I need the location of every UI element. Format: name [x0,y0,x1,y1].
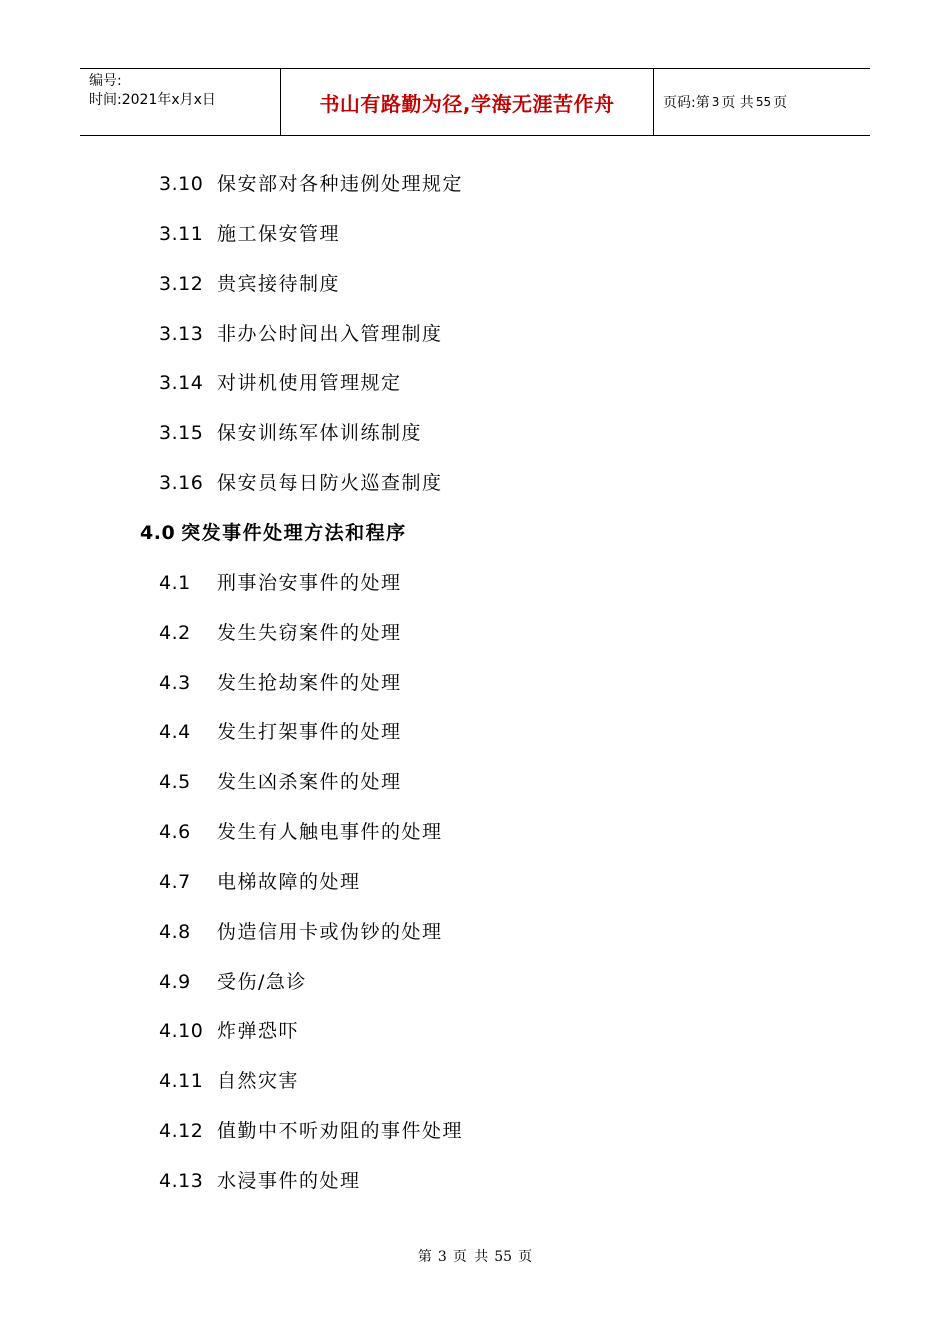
toc-number: 3.12 [159,272,204,295]
toc-number: 3.11 [159,222,204,245]
footer-current: 3 [437,1249,447,1265]
toc-number: 4.10 [159,1020,204,1043]
toc-title: 发生有人触电事件的处理 [217,821,443,844]
toc-title: 发生失窃案件的处理 [217,621,402,644]
page-footer [0,1246,950,1266]
toc-title: 发生打架事件的处理 [217,721,402,744]
toc-item [159,671,402,695]
toc-item [159,471,443,495]
toc-number: 3.14 [159,372,204,395]
toc-item [159,970,307,994]
number-label: 编号: [89,73,122,89]
toc-title: 突发事件处理方法和程序 [181,521,407,544]
page-current: 3 [711,95,720,109]
toc-number: 4.13 [159,1170,204,1192]
toc-number: 3.13 [159,322,204,345]
toc-number: 4.0 [140,521,176,544]
toc-item [159,621,402,645]
page-mid: 页 共 [721,95,754,111]
footer-prefix: 第 [417,1249,432,1265]
toc-item [159,1019,299,1043]
toc-title: 发生抢劫案件的处理 [217,671,402,694]
toc-title: 值勤中不听劝阻的事件处理 [217,1120,464,1143]
toc-title: 自然灾害 [217,1070,300,1093]
footer-mid: 页 共 [452,1249,489,1265]
toc-item [159,172,463,196]
toc-title: 施工保安管理 [217,222,341,245]
toc-number: 3.10 [159,173,204,195]
toc-title: 保安部对各种违例处理规定 [217,173,464,195]
toc-title: 贵宾接待制度 [217,272,341,295]
toc-title: 非办公时间出入管理制度 [217,322,443,345]
toc-item [159,222,340,246]
toc-title: 水浸事件的处理 [217,1170,361,1192]
footer-suffix: 页 [518,1249,533,1265]
toc-title: 发生凶杀案件的处理 [217,771,402,794]
header-motto-cell [281,69,654,135]
toc-number: 4.2 [159,621,191,644]
toc-title: 保安训练军体训练制度 [217,422,423,445]
toc-number: 4.7 [159,870,191,893]
toc-item [159,371,402,395]
page-suffix: 页 [773,95,788,111]
toc-title: 伪造信用卡或伪钞的处理 [217,920,443,943]
toc-number: 3.15 [159,422,204,445]
footer-total: 55 [494,1249,513,1265]
toc-number: 4.1 [159,571,191,594]
toc-title: 电梯故障的处理 [217,870,361,893]
toc-item [159,870,361,894]
motto-text: 书山有路勤为径,学海无涯苦作舟 [319,91,615,116]
toc-item [159,770,402,794]
toc-title: 炸弹恐吓 [217,1020,300,1043]
toc-number: 4.8 [159,920,191,943]
header-meta-cell [80,69,281,135]
toc-item [159,920,443,944]
page-prefix: 页码:第 [663,95,710,111]
page-total: 55 [755,95,772,109]
time-label: 时间:2021年x月x日 [89,92,216,108]
toc-item [159,720,402,744]
header-page-cell [654,69,870,135]
toc-number: 4.9 [159,970,191,993]
toc-number: 3.16 [159,472,204,495]
toc-item [159,421,422,445]
toc-item [159,571,402,595]
toc-section-heading [140,521,407,545]
toc-number: 4.5 [159,771,191,794]
toc-item [159,322,443,346]
toc-title: 受伤/急诊 [217,970,307,993]
toc-item [159,1169,361,1193]
toc-item [159,1069,299,1093]
toc-number: 4.11 [159,1070,204,1093]
toc-number: 4.12 [159,1120,204,1143]
toc-item [159,820,443,844]
toc-title: 保安员每日防火巡查制度 [217,472,443,495]
toc-title: 刑事治安事件的处理 [217,571,402,594]
toc-number: 4.3 [159,671,191,694]
toc-title: 对讲机使用管理规定 [217,372,402,395]
toc-item [159,272,340,296]
toc-number: 4.6 [159,821,191,844]
toc-number: 4.4 [159,721,191,744]
page-header [80,68,870,136]
toc-item [159,1119,463,1143]
